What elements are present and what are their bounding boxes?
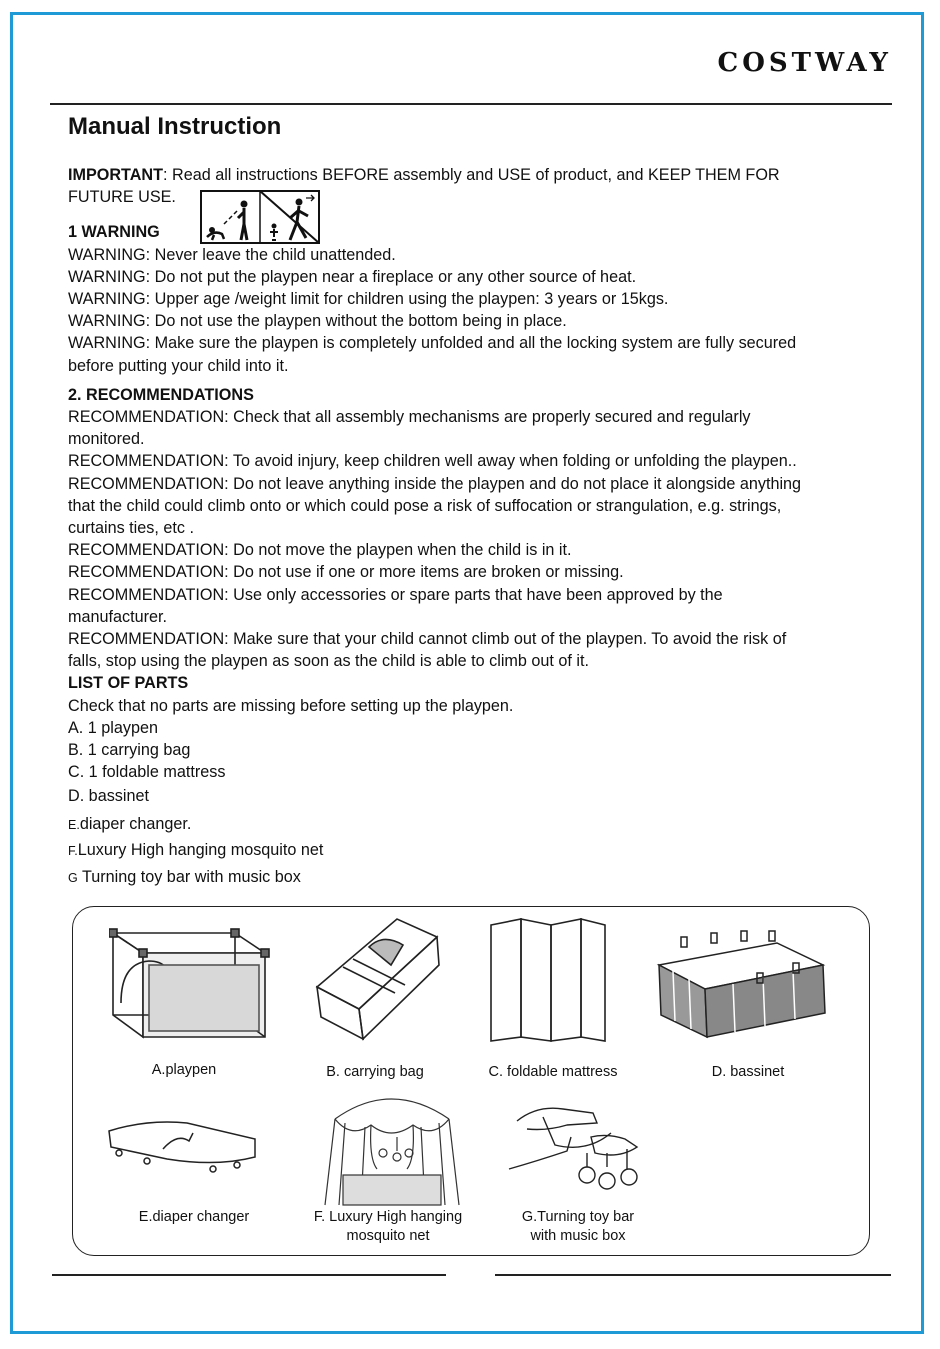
recommendations-heading: 2. RECOMMENDATIONS <box>68 385 254 404</box>
recommendation-line: RECOMMENDATION: Do not leave anything inside the playpen and do not place it alongside anything <box>68 474 802 493</box>
caption-mosquito-net-line-1: F. Luxury High hanging <box>313 1209 463 1225</box>
recommendation-line: RECOMMENDATION: Do not use if one or more items are broken or missing. <box>68 563 624 582</box>
recommendation-line: manufacturer. <box>68 607 167 626</box>
parts-item: A. 1 playpen <box>68 718 158 737</box>
recommendation-line: curtains ties, etc . <box>68 519 194 538</box>
caption-mosquito-net <box>299 1208 477 1246</box>
recommendation-line: monitored. <box>68 430 145 449</box>
parts-extra <box>68 865 888 890</box>
recommendation-line: RECOMMENDATION: Use only accessories or spare parts that have been approved by the <box>68 585 723 604</box>
brand-logo: COSTWAY <box>717 48 892 78</box>
parts-extra-prefix: F. <box>68 843 78 858</box>
important-line-2: FUTURE USE. <box>68 188 176 207</box>
recommendation-line: RECOMMENDATION: Do not move the playpen when the child is in it. <box>68 541 572 560</box>
important-text: : Read all instructions BEFORE assembly and USE of product, and KEEP THEM FOR <box>163 166 780 184</box>
parts-extra-text: diaper changer. <box>79 814 192 833</box>
caption-toy-bar <box>493 1208 663 1246</box>
parts-item: C. 1 foldable mattress <box>68 763 226 782</box>
parts-extra-prefix: G <box>68 870 78 885</box>
recommendation-line: RECOMMENDATION: Make sure that your child cannot climb out of the playpen. To avoid the risk of <box>68 630 787 649</box>
caption-diaper-changer: E.diaper changer <box>138 1209 250 1225</box>
playpen-illustration <box>109 925 271 1047</box>
parts-extra-text: Luxury High hanging mosquito net <box>77 840 324 859</box>
parts-extra-text: Turning toy bar with music box <box>77 867 301 886</box>
warning-line: before putting your child into it. <box>68 356 289 375</box>
parts-extra <box>68 812 888 837</box>
caption-mosquito-net-line-2: mosquito net <box>346 1228 430 1244</box>
caption-foldable-mattress: C. foldable mattress <box>488 1064 618 1080</box>
body-text <box>68 164 888 890</box>
carrying-bag-illustration <box>313 913 443 1043</box>
warning-line: WARNING: Never leave the child unattended. <box>68 245 396 264</box>
footer-divider-right <box>495 1274 891 1276</box>
recommendation-line: RECOMMENDATION: To avoid injury, keep children well away when folding or unfolding the playpen.. <box>68 452 797 471</box>
recommendation-line: that the child could climb onto or which could pose a risk of suffocation or strangulation, e.g. strings, <box>68 496 782 515</box>
caption-bassinet: D. bassinet <box>711 1064 785 1080</box>
warning-line: WARNING: Do not put the playpen near a fireplace or any other source of heat. <box>68 267 637 286</box>
caption-carrying-bag: B. carrying bag <box>326 1064 424 1080</box>
recommendation-line: falls, stop using the playpen as soon as the child is able to climb out of it. <box>68 652 589 671</box>
parts-intro: Check that no parts are missing before setting up the playpen. <box>68 696 514 715</box>
warning-line: WARNING: Do not use the playpen without the bottom being in place. <box>68 312 567 331</box>
parts-extra-prefix: E. <box>68 817 80 832</box>
caption-toy-bar-line-1: G.Turning toy bar <box>521 1209 635 1225</box>
diaper-changer-illustration <box>107 1113 257 1175</box>
caption-playpen: A.playpen <box>151 1062 217 1078</box>
header-divider <box>50 103 892 105</box>
mosquito-net-illustration <box>321 1089 463 1207</box>
important-label: IMPORTANT <box>68 166 164 184</box>
child-unattended-warning-icon <box>200 190 320 244</box>
parts-illustration-panel <box>72 906 870 1256</box>
parts-item: B. 1 carrying bag <box>68 741 191 760</box>
bassinet-illustration <box>653 929 829 1041</box>
footer-divider-left <box>52 1274 446 1276</box>
parts-item: D. bassinet <box>68 787 149 806</box>
warning-line: WARNING: Upper age /weight limit for children using the playpen: 3 years or 15kgs. <box>68 290 669 309</box>
important-line <box>68 164 888 186</box>
toy-bar-illustration <box>507 1097 657 1207</box>
caption-toy-bar-line-2: with music box <box>530 1228 626 1244</box>
foldable-mattress-illustration <box>487 917 609 1043</box>
recommendation-line: RECOMMENDATION: Check that all assembly mechanisms are properly secured and regularly <box>68 408 751 427</box>
page-title: Manual Instruction <box>68 113 282 140</box>
parts-extra <box>68 838 888 863</box>
warning-heading: 1 WARNING <box>68 223 160 242</box>
warning-line: WARNING: Make sure the playpen is completely unfolded and all the locking system are fully secured <box>68 334 797 353</box>
parts-heading: LIST OF PARTS <box>68 674 189 693</box>
